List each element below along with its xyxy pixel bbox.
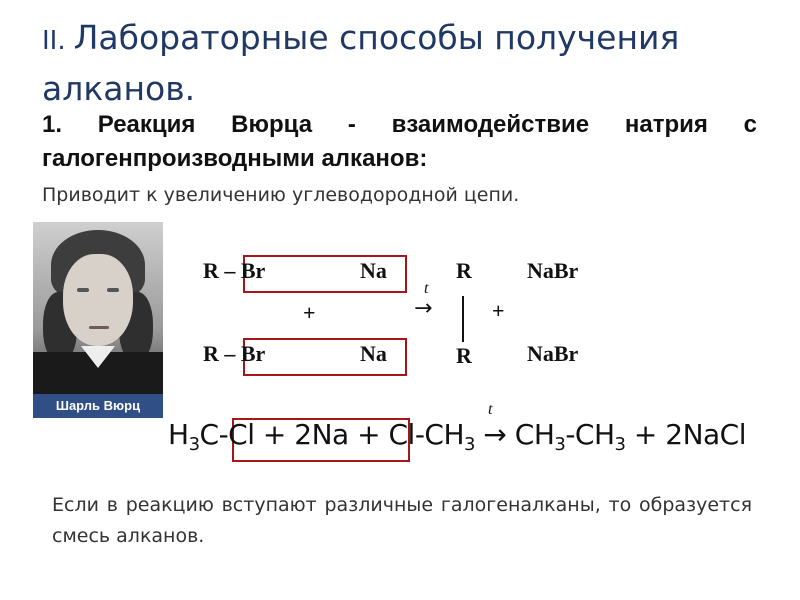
title-text: Лабораторные способы получения алканов. bbox=[42, 18, 680, 108]
scheme-row2-na: Na bbox=[360, 341, 387, 366]
equation-arrow: → bbox=[483, 418, 507, 451]
equation-cl2: Cl bbox=[388, 418, 415, 451]
scheme-condition: t bbox=[424, 280, 429, 297]
scheme-salt-top: NaBr bbox=[527, 258, 579, 283]
scheme-row1-na: Na bbox=[360, 258, 387, 283]
scheme-arrow: → bbox=[414, 296, 433, 321]
note-text: Если в реакцию вступают различные галогеналканы, то образуется смесь алканов. bbox=[52, 494, 752, 547]
scheme-plus-right: + bbox=[492, 298, 505, 323]
bond-line bbox=[462, 296, 464, 342]
title-number: II. bbox=[42, 26, 66, 56]
scheme-row2-left: R – Br bbox=[203, 341, 266, 366]
scheme-product-top: R bbox=[456, 258, 472, 283]
equation-condition: t bbox=[488, 401, 493, 418]
slide-title bbox=[42, 14, 762, 113]
section-heading: 1. Реакция Вюрца - взаимодействие натрия с галогенпроизводными алканов: bbox=[42, 111, 757, 172]
scheme-product-bottom: R bbox=[456, 343, 472, 368]
scheme-salt-bottom: NaBr bbox=[527, 341, 579, 366]
equation-cl1: Cl bbox=[228, 418, 255, 451]
scheme-row1-left: R – Br bbox=[203, 258, 266, 283]
wurtz-portrait bbox=[33, 222, 163, 418]
equation: $H_3C-Cl + 2Na + Cl-CH_3 \to CH_3-CH_3$ + 2NaCl bbox=[168, 418, 747, 455]
subtitle: Приводит к увеличению углеводородной цепи. bbox=[42, 184, 520, 206]
scheme-plus-left: + bbox=[303, 300, 316, 325]
portrait-caption: Шарль Вюрц bbox=[33, 394, 163, 418]
